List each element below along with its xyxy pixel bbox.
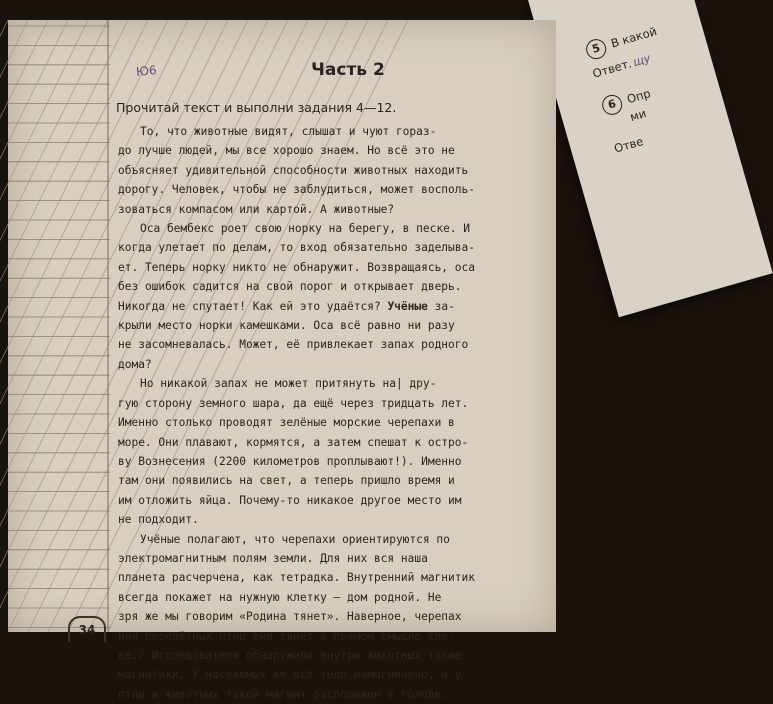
text-line: море. Они плавают, кормятся, а затем спешат к остро- bbox=[118, 435, 469, 449]
bold-word: Учёные bbox=[387, 299, 428, 313]
question-5-answer-label: Ответ. bbox=[590, 56, 634, 81]
text-line: или перелётных птиц она тянет в прямом смысле сло- bbox=[118, 629, 455, 643]
question-6-number: 6 bbox=[600, 92, 625, 117]
paragraph-2 bbox=[118, 219, 540, 374]
text-line: Оса бембекс роет свою норку на берегу, в песке. И bbox=[140, 222, 471, 236]
margin-slant bbox=[0, 20, 128, 632]
textbook-page bbox=[8, 20, 556, 701]
text-line: гую сторону земного шара, да ещё через тридцать лет. bbox=[118, 396, 469, 410]
page-number: 34 bbox=[68, 616, 106, 642]
text-line: крыли место норки камешками. Оса всё равно ни разу bbox=[118, 319, 455, 333]
paragraph-4 bbox=[118, 530, 540, 704]
margin-slant bbox=[0, 20, 8, 632]
text-line: Но никакой запах не может притянуть на| дру- bbox=[140, 377, 437, 391]
text-line: птиц и животных такой магнит расположен в голове. bbox=[118, 687, 449, 701]
paragraph-3 bbox=[118, 374, 540, 529]
page-header bbox=[248, 60, 448, 80]
text-line: зоваться компасом или картой. А животные? bbox=[118, 202, 395, 216]
text-line: Именно столько проводят зелёные морские черепахи в bbox=[118, 416, 455, 430]
text-line-with-bold bbox=[118, 297, 540, 316]
section-title: Часть 2 bbox=[311, 60, 385, 80]
text-line: до лучше людей, мы все хорошо знаем. Но всё это не bbox=[118, 144, 455, 158]
text-line: когда улетает по делам, то вход обязательно заделыва- bbox=[118, 241, 475, 255]
text-line: планета расчерчена, как тетрадка. Внутренний магнитик bbox=[118, 571, 475, 585]
question-6-answer-label: Отве bbox=[612, 134, 645, 156]
margin-slant bbox=[0, 20, 108, 632]
text-line: магнитики. У насекомых же всё тело намагничено, а у bbox=[118, 668, 462, 682]
text-line: не засомневалась. Может, её привлекает запах родного bbox=[118, 338, 469, 352]
text-line: им отложить яйца. Почему-то никакое другое место им bbox=[118, 493, 462, 507]
text-line: там они появились на свет, а теперь пришло время и bbox=[118, 474, 455, 488]
question-5-number: 5 bbox=[584, 37, 609, 62]
text-line: всегда покажет на нужную клетку — дом родной. Не bbox=[118, 590, 442, 604]
text-line: дома? bbox=[118, 357, 152, 371]
margin-slant bbox=[0, 20, 28, 632]
question-6-text: Опр bbox=[625, 86, 653, 107]
text-line: Учёные полагают, что черепахи ориентируются по bbox=[140, 532, 450, 546]
text-line: ва./ Исследователи обнаружили внутри животных такие bbox=[118, 648, 462, 662]
question-6-text-line2: ми bbox=[628, 106, 648, 125]
text-line: без ошибок садится на свой порог и открывает дверь. bbox=[118, 280, 462, 294]
ruled-margin-lines bbox=[8, 20, 110, 632]
text-line: ву Вознесения (2200 километров проплывают!). Именно bbox=[118, 454, 462, 468]
text-line: дорогу. Человек, чтобы не заблудиться, может восполь- bbox=[118, 183, 475, 197]
question-5-handwriting: щу bbox=[631, 50, 653, 70]
question-5-text: В какой bbox=[609, 24, 659, 51]
handwritten-note: Ю6 bbox=[135, 62, 158, 80]
margin-slant bbox=[0, 20, 48, 632]
text-line: зря же мы говорим «Родина тянет». Наверное, черепах bbox=[118, 610, 462, 624]
text-line: объясняет удивительной способности животных находить bbox=[118, 163, 469, 177]
text-line: электромагнитным полям земли. Для них вся наша bbox=[118, 551, 428, 565]
paragraph-1 bbox=[118, 122, 540, 219]
text-line: ет. Теперь норку никто не обнаружит. Возвращаясь, оса bbox=[118, 260, 475, 274]
answer-sheet-page bbox=[528, 0, 773, 317]
text-fragment: за- bbox=[427, 299, 455, 313]
task-instruction: Прочитай текст и выполни задания 4—12. bbox=[116, 100, 397, 115]
ruled-margin bbox=[8, 20, 110, 632]
text-line: не подходит. bbox=[118, 513, 199, 527]
reading-text bbox=[118, 122, 540, 704]
text-line: Никогда не спутает! Как ей это удаётся? bbox=[118, 299, 381, 313]
text-line: То, что животные видят, слышат и чуют гораз- bbox=[140, 125, 437, 138]
